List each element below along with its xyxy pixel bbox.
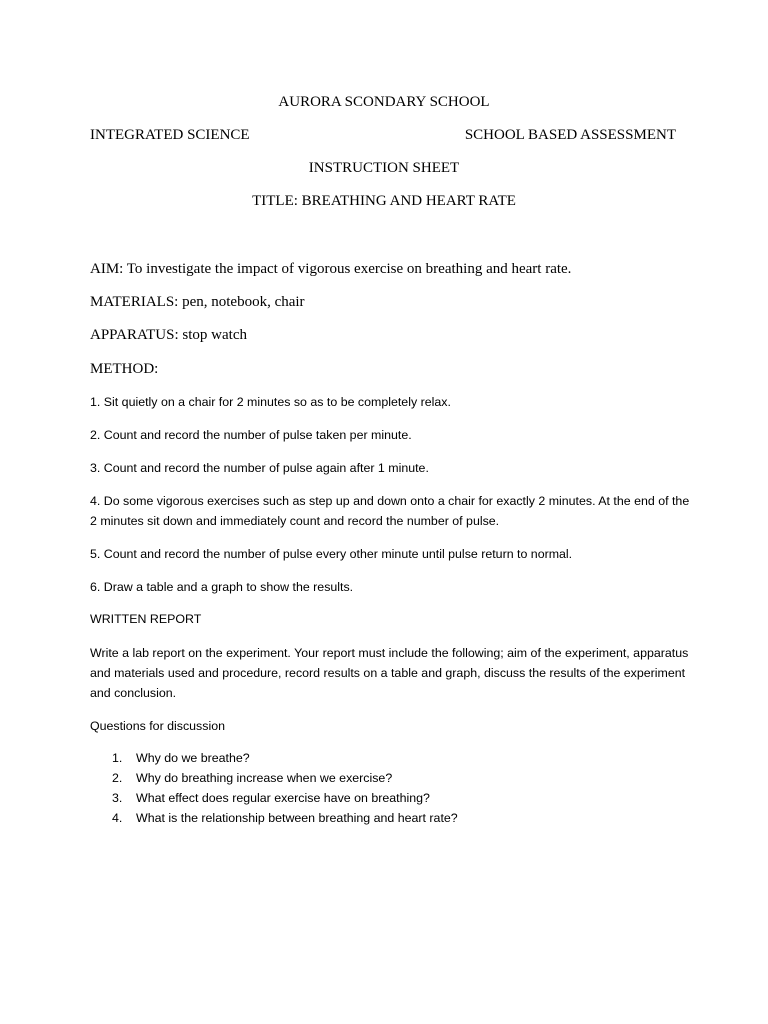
list-item (90, 808, 690, 828)
apparatus-line: APPARATUS: stop watch (90, 327, 247, 343)
question-number: 3. (112, 791, 123, 805)
method-step: 4. Do some vigorous exercises such as step up and down onto a chair for exactly 2 minutes. At the end of the 2 minutes sit down and immediately count and record the number of pulse. (90, 494, 690, 528)
discussion-questions (90, 748, 690, 828)
subject-heading: INTEGRATED SCIENCE (90, 127, 250, 143)
report-text: Write a lab report on the experiment. Your report must include the following; aim of the experiment, apparatus and materials used and procedure, record results on a table and graph, discuss the results of the experiment and conclusion. (90, 646, 689, 700)
question-number: 1. (112, 751, 123, 765)
discussion-heading: Questions for discussion (90, 719, 225, 733)
question-text: Why do we breathe? (136, 751, 250, 765)
assessment-heading: SCHOOL BASED ASSESSMENT (464, 127, 676, 143)
list-item (90, 748, 690, 768)
materials-line: MATERIALS: pen, notebook, chair (90, 294, 305, 310)
question-text: What is the relationship between breathing and heart rate? (136, 811, 458, 825)
method-step: 2. Count and record the number of pulse taken per minute. (90, 428, 412, 442)
question-text: Why do breathing increase when we exercise? (136, 771, 393, 785)
question-number: 4. (112, 811, 123, 825)
method-step: 1. Sit quietly on a chair for 2 minutes so as to be completely relax. (90, 395, 451, 409)
school-name: AURORA SCONDARY SCHOOL (278, 94, 490, 110)
method-step: 6. Draw a table and a graph to show the results. (90, 580, 354, 594)
method-step: 5. Count and record the number of pulse every other minute until pulse return to normal. (90, 547, 573, 561)
list-item (90, 788, 690, 808)
report-heading: WRITTEN REPORT (90, 612, 202, 626)
sheet-heading: INSTRUCTION SHEET (308, 160, 460, 176)
question-text: What effect does regular exercise have on breathing? (136, 791, 430, 805)
method-heading: METHOD: (90, 361, 159, 377)
question-number: 2. (112, 771, 123, 785)
list-item (90, 768, 690, 788)
aim-line: AIM: To investigate the impact of vigorous exercise on breathing and heart rate. (90, 261, 572, 277)
document-title: TITLE: BREATHING AND HEART RATE (252, 193, 516, 209)
method-step: 3. Count and record the number of pulse again after 1 minute. (90, 461, 429, 475)
